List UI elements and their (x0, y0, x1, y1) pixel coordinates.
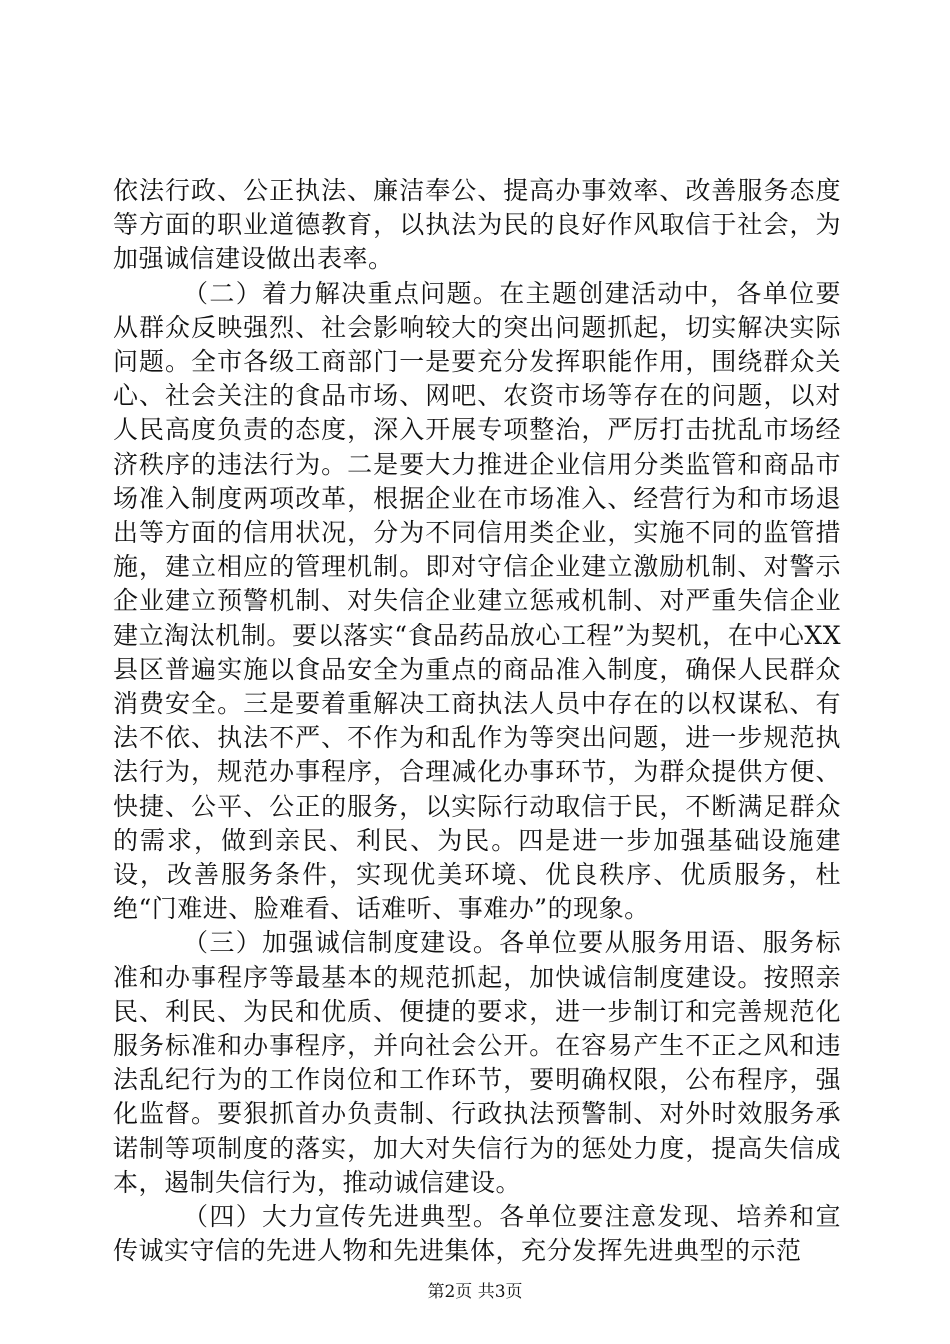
paragraph-section-4: （四）大力宣传先进典型。各单位要注意发现、培养和宣传诚实守信的先进人物和先进集体，充分发挥先进典型的示范 (113, 1202, 841, 1266)
paragraph-section-2: （二）着力解决重点问题。在主题创建活动中，各单位要从群众反映强烈、社会影响较大的突出问题抓起，切实解决实际问题。全市各级工商部门一是要充分发挥职能作用，围绕群众关心、社会关注的食品市场、网吧、农资市场等存在的问题，以对人民高度负责的态度，深入开展专项整治，严厉打击扰乱市场经济秩序的违法行为。二是要大力推进企业信用分类监管和商品市场准入制度两项改革，根据企业在市场准入、经营行为和市场退出等方面的信用状况，分为不同信用类企业，实施不同的监管措施，建立相应的管理机制。即对守信企业建立激励机制、对警示企业建立预警机制、对失信企业建立惩戒机制、对严重失信企业建立淘汰机制。要以落实“食品药品放心工程”为契机，在中心XX县区普遍实施以食品安全为重点的商品准入制度，确保人民群众消费安全。三是要着重解决工商执法人员中存在的以权谋私、有法不依、执法不严、不作为和乱作为等突出问题，进一步规范执法行为，规范办事程序，合理减化办事环节，为群众提供方便、快捷、公平、公正的服务，以实际行动取信于民，不断满足群众的需求，做到亲民、利民、为民。四是进一步加强基础设施建设，改善服务条件，实现优美环境、优良秩序、优质服务，杜绝“门难进、脸难看、话难听、事难办”的现象。 (113, 278, 841, 924)
paragraph-continuation: 依法行政、公正执法、廉洁奉公、提高办事效率、改善服务态度等方面的职业道德教育，以执法为民的良好作风取信于社会，为加强诚信建设做出表率。 (113, 176, 841, 274)
document-body (113, 174, 841, 1269)
page-number-footer: 第2页 共3页 (427, 1282, 523, 1302)
paragraph-section-3: （三）加强诚信制度建设。各单位要从服务用语、服务标准和办事程序等最基本的规范抓起，加快诚信制度建设。按照亲民、利民、为民和优质、便捷的要求，进一步制订和完善规范化服务标准和办事程序，并向社会公开。在容易产生不正之风和违法乱纪行为的工作岗位和工作环节，要明确权限，公布程序，强化监督。要狠抓首办负责制、行政执法预警制、对外时效服务承诺制等项制度的落实，加大对失信行为的惩处力度，提高失信成本，遏制失信行为，推动诚信建设。 (113, 928, 841, 1197)
